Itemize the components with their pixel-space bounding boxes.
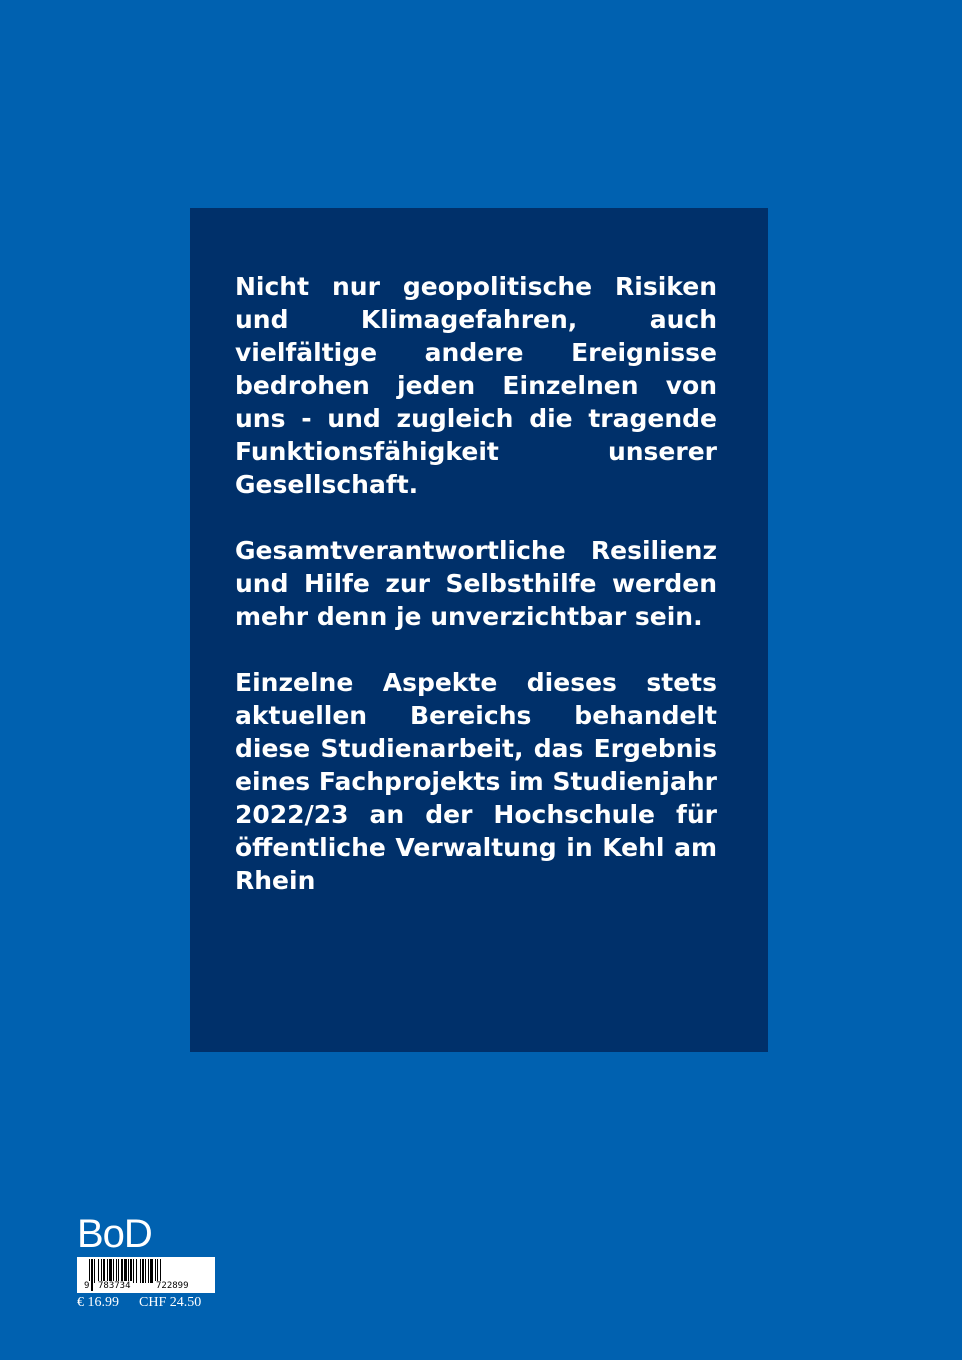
blurb-paragraph-2: Gesamtverantwortliche Resilienz und Hilfe zur Selbsthilfe werden mehr denn je unverzichtbar sein. [235, 536, 717, 631]
barcode-bar [128, 1259, 129, 1283]
isbn-barcode [77, 1257, 215, 1293]
barcode-bar [116, 1259, 117, 1283]
back-cover-panel [190, 208, 768, 1052]
barcode-bar [150, 1259, 153, 1283]
barcode-bar [130, 1259, 132, 1283]
barcode-bar [140, 1259, 141, 1283]
barcode-bar [121, 1259, 123, 1283]
barcode-bar [157, 1259, 158, 1283]
barcode-bar [98, 1259, 99, 1283]
barcode-bar [155, 1259, 156, 1283]
barcode-bar [107, 1259, 108, 1283]
isbn-group-1: 783734 [98, 1281, 131, 1291]
barcode-bar [101, 1259, 102, 1283]
isbn-prefix: 9 [84, 1281, 90, 1291]
blurb-paragraph-1: Nicht nur geopolitische Risiken und Klimagefahren, auch vielfältige andere Ereignisse bedrohen jeden Einzelnen von uns - und zugleich die tragende Funktionsfähigkeit unserer Gesellschaft. [235, 272, 717, 499]
barcode-bar [94, 1259, 95, 1283]
price-chf: CHF 24.50 [139, 1295, 202, 1310]
barcode-bar [109, 1259, 112, 1283]
barcode-bar [113, 1259, 114, 1283]
price-line [77, 1295, 222, 1311]
back-cover-blurb [235, 270, 717, 930]
barcode-bar [145, 1259, 146, 1283]
barcode-bar [91, 1259, 93, 1291]
barcode-bar [136, 1259, 137, 1283]
barcode-bar [118, 1259, 119, 1283]
barcode-bar [142, 1259, 144, 1283]
blurb-paragraph-3: Einzelne Aspekte dieses stets aktuellen Bereichs behandelt diese Studienarbeit, das Ergebnis eines Fachprojekts im Studienjahr 2022/23 an der Hochschule für öffentliche Verwaltung in Kehl am Rhein [235, 668, 717, 895]
isbn-group-2: 722899 [156, 1281, 189, 1291]
barcode-bar [103, 1259, 105, 1283]
bod-logo: BoD [77, 1212, 152, 1256]
price-eur: € 16.99 [77, 1295, 119, 1310]
publisher-block [77, 1212, 222, 1311]
barcode-bar [133, 1259, 134, 1283]
barcode-bar [148, 1259, 149, 1283]
